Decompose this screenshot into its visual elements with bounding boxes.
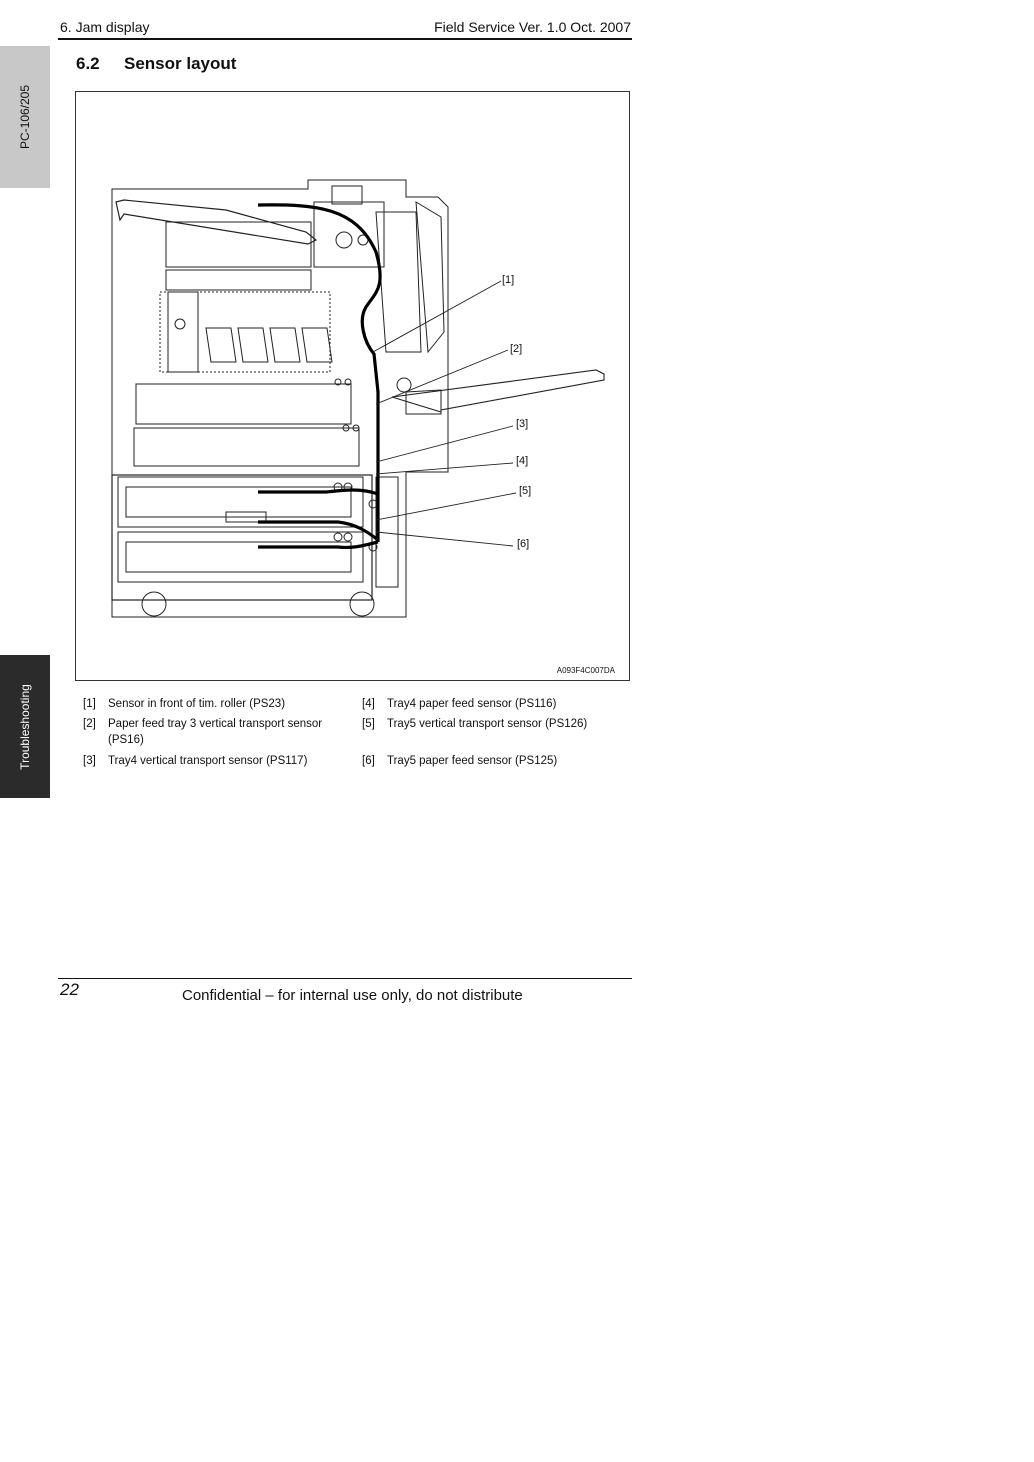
callout-6: [6] xyxy=(517,538,530,550)
legend-id: [6] xyxy=(362,755,375,767)
machine-cross-section-drawing xyxy=(76,92,631,682)
section-number: 6.2 xyxy=(76,54,100,73)
legend-text: Tray5 vertical transport sensor (PS126) xyxy=(387,718,588,730)
legend-text: Paper feed tray 3 vertical transport sensor (PS16) xyxy=(108,718,323,746)
section-name: Sensor layout xyxy=(124,54,237,73)
legend-text: Tray4 paper feed sensor (PS116) xyxy=(387,698,557,710)
legend-text: Tray4 vertical transport sensor (PS117) xyxy=(108,755,308,767)
legend-id: [3] xyxy=(83,755,96,767)
callout-4: [4] xyxy=(516,455,529,467)
legend-id: [4] xyxy=(362,698,375,710)
figure-code: A093F4C007DA xyxy=(556,666,615,675)
legend-text: Tray5 paper feed sensor (PS125) xyxy=(387,755,558,767)
side-tab-section xyxy=(0,655,50,798)
callout-5: [5] xyxy=(519,485,532,497)
side-tab-model xyxy=(0,46,50,188)
callout-2: [2] xyxy=(510,343,523,355)
page-number: 22 xyxy=(60,980,79,999)
legend-text: Sensor in front of tim. roller (PS23) xyxy=(108,698,286,710)
side-tab-section-label: Troubleshooting xyxy=(18,683,32,770)
legend-id: [5] xyxy=(362,718,375,730)
section-title xyxy=(76,54,236,74)
legend-id: [1] xyxy=(83,698,96,710)
header-version: Field Service Ver. 1.0 Oct. 2007 xyxy=(434,19,631,35)
header-chapter: 6. Jam display xyxy=(60,19,150,35)
sensor-layout-figure xyxy=(75,91,630,681)
callout-1: [1] xyxy=(502,274,515,286)
footer-rule xyxy=(58,978,632,979)
confidential-note: Confidential – for internal use only, do not distribute xyxy=(182,987,523,1004)
callout-3: [3] xyxy=(516,418,529,430)
legend-id: [2] xyxy=(83,718,96,730)
header-rule xyxy=(58,38,632,40)
side-tab-model-label: PC-106/205 xyxy=(18,84,32,150)
